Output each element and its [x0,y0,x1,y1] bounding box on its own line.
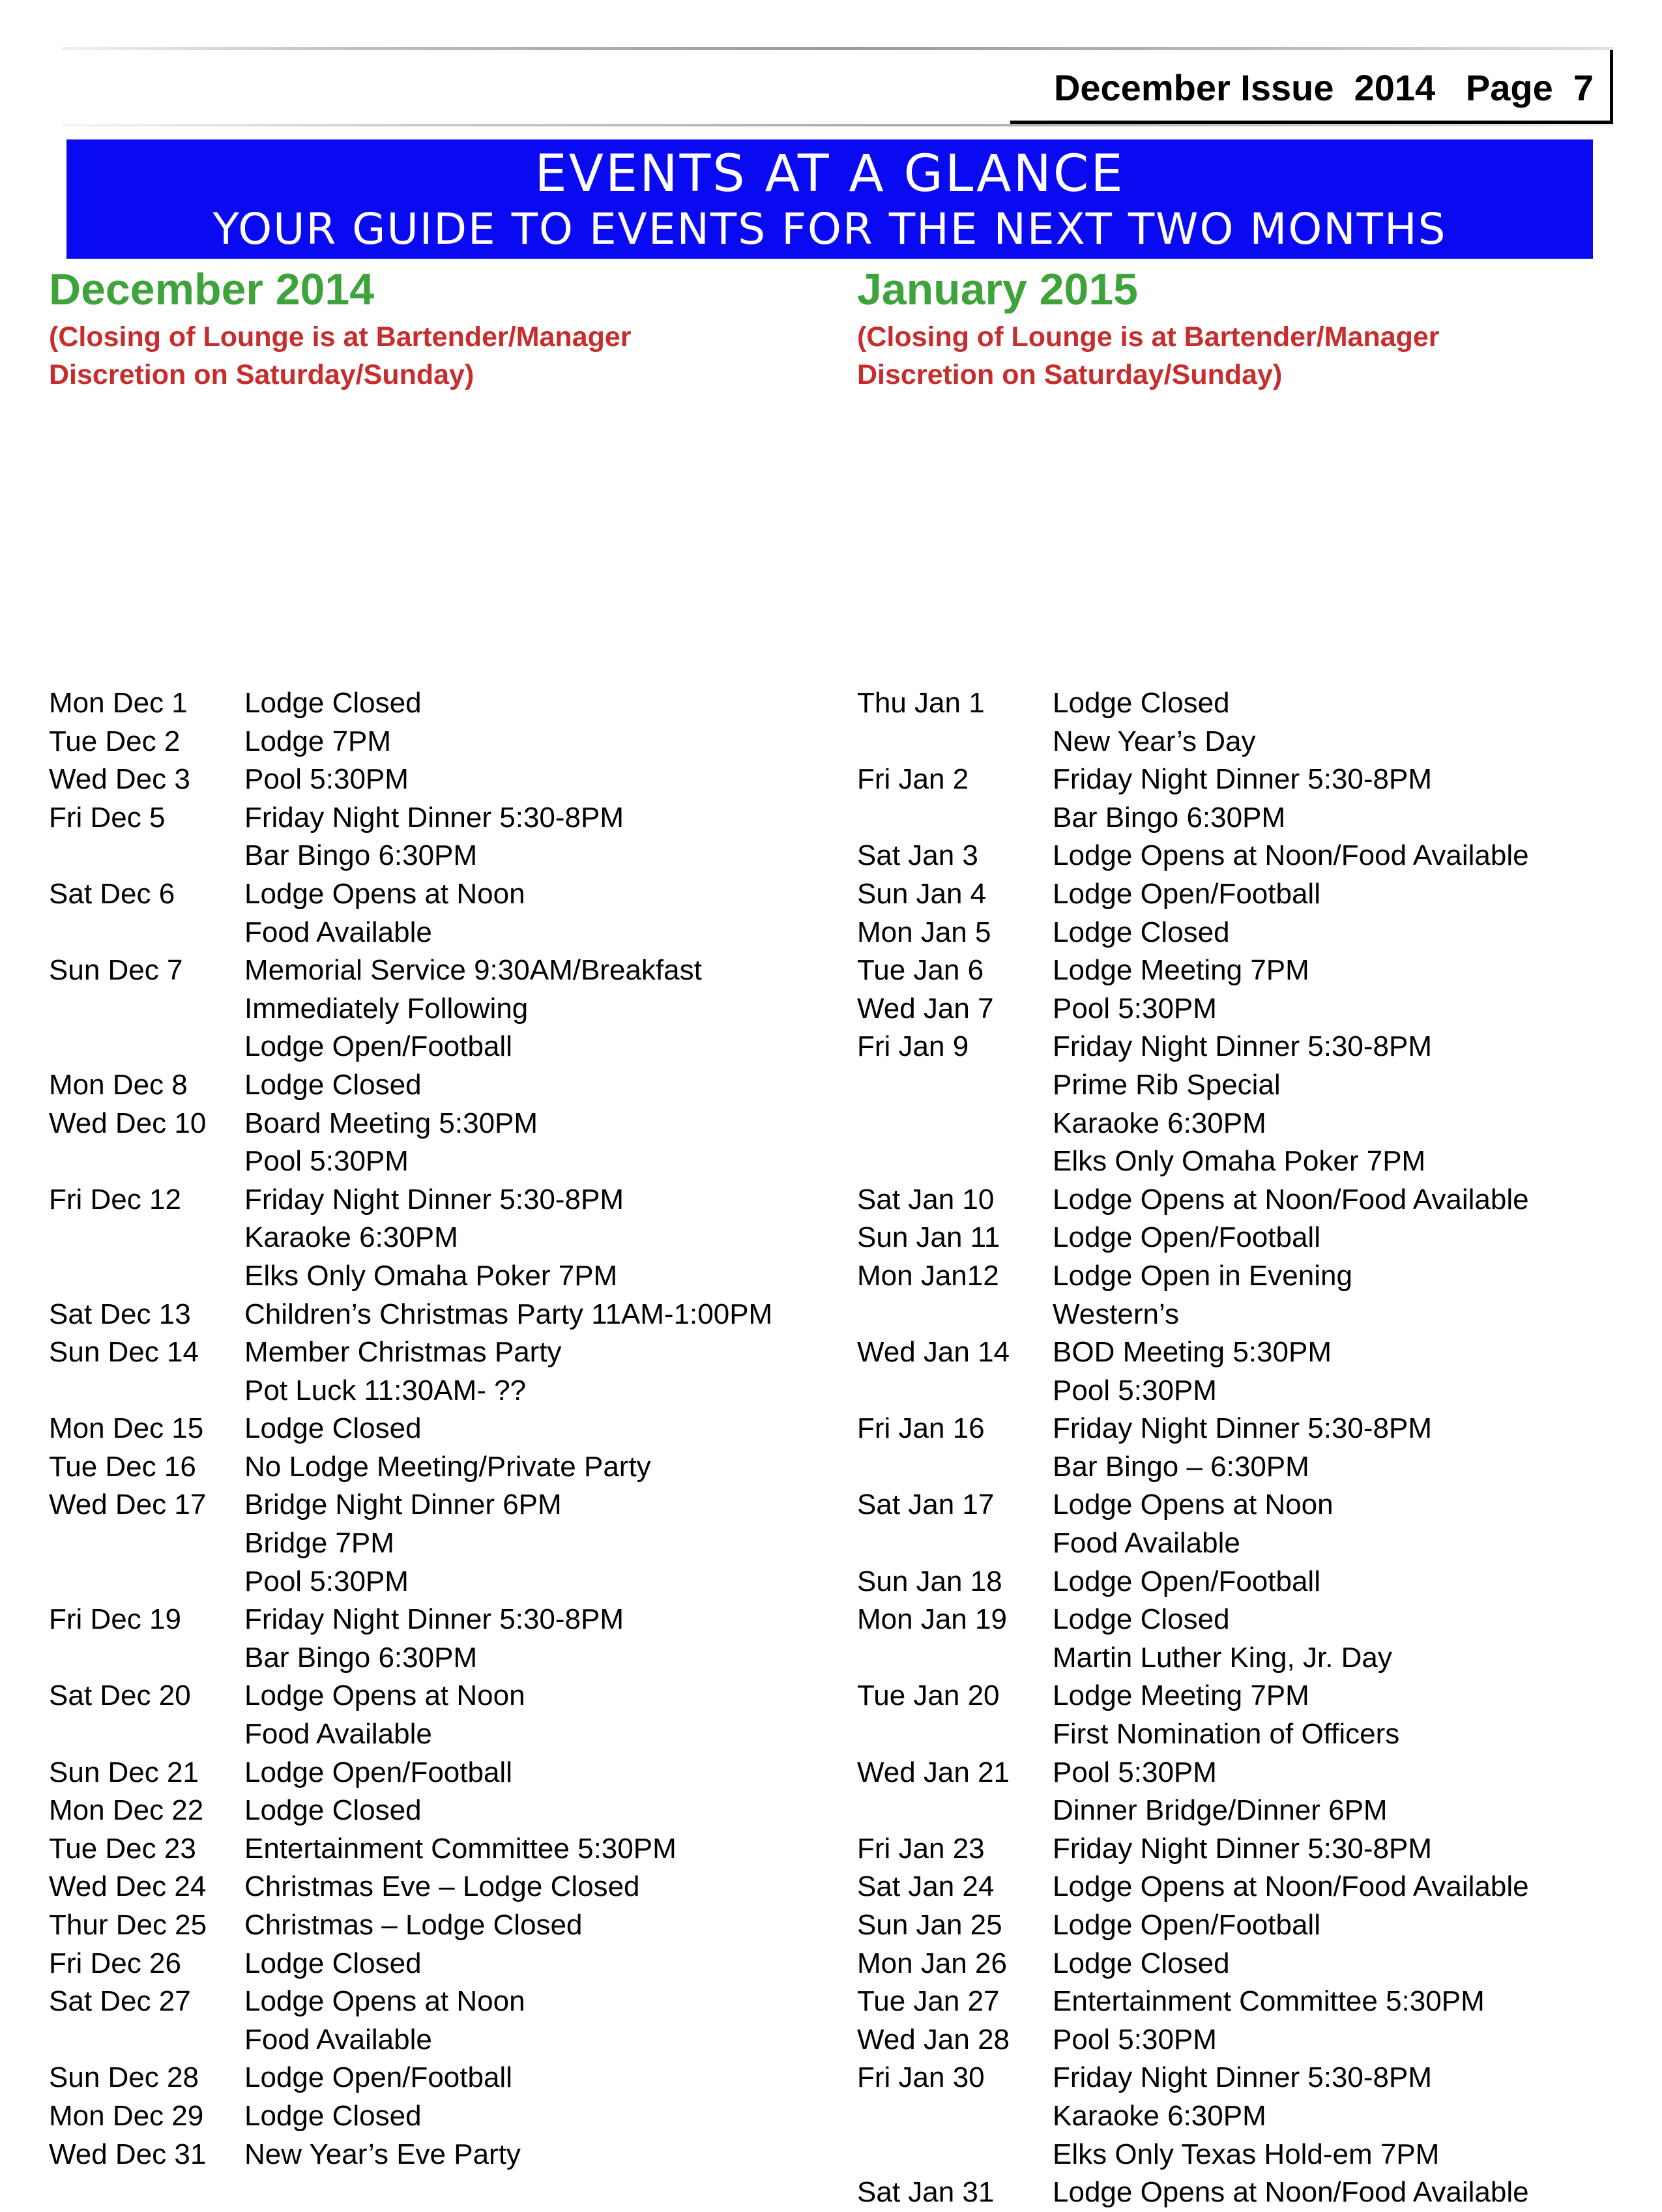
event-description: Elks Only Omaha Poker 7PM [244,1259,618,1292]
event-description: Lodge Opens at Noon/Food Available [1053,2176,1529,2209]
event-row [49,1333,772,1372]
event-row [857,1715,1529,1754]
event-row [857,1066,1529,1105]
event-description: Lodge Open/Football [1053,1221,1320,1254]
event-date: Sun Dec 14 [49,1336,199,1369]
header-rule-bottom [62,124,1613,126]
event-row [857,2059,1529,2097]
event-row [857,1639,1529,1678]
event-description: Lodge Opens at Noon [244,1680,525,1712]
event-date: Tue Jan 20 [857,1680,1000,1712]
event-row [857,1754,1529,1792]
event-date: Sun Dec 28 [49,2061,199,2094]
event-date: Sun Dec 7 [49,954,183,987]
event-description: Lodge Closed [1053,687,1230,719]
event-row [857,1983,1529,2021]
event-date: Sat Dec 6 [49,877,175,910]
event-row [857,1524,1529,1563]
event-description: Friday Night Dinner 5:30-8PM [1053,763,1433,796]
event-date: Wed Dec 17 [49,1489,207,1521]
event-description: Karaoke 6:30PM [1053,2099,1266,2132]
event-date: Fri Jan 9 [857,1030,969,1063]
event-date [49,1715,244,1754]
event-date: Wed Dec 3 [49,763,190,796]
january-event-list [857,684,1529,2212]
event-row [49,1563,772,1601]
event-description: Lodge Closed [1053,1603,1230,1636]
event-row [49,914,772,952]
december-event-list [49,684,772,2174]
event-date: Mon Jan12 [857,1259,999,1292]
event-description: Lodge Open/Football [1053,1909,1320,1941]
events-banner [66,139,1593,259]
january-column [857,261,1626,2209]
event-description: Children’s Christmas Party 11AM-1:00PM [244,1298,773,1330]
event-description: No Lodge Meeting/Private Party [244,1450,651,1483]
event-row [49,1715,772,1754]
event-row [49,723,772,761]
event-row [49,1639,772,1678]
event-description: Pool 5:30PM [1053,992,1217,1025]
event-date: Wed Dec 31 [49,2138,207,2170]
event-date: Mon Jan 19 [857,1603,1007,1636]
event-description: Christmas Eve – Lodge Closed [244,1870,640,1903]
event-description: Entertainment Committee 5:30PM [1053,1985,1485,2018]
event-description: Lodge Closed [1053,1947,1230,1979]
event-date: Tue Jan 27 [857,1985,1000,2018]
event-row [857,1601,1529,1639]
event-description: Dinner Bridge/Dinner 6PM [1053,1794,1388,1827]
event-description: Western’s [1053,1298,1180,1330]
event-row [49,1296,772,1334]
event-date: Sun Dec 21 [49,1756,199,1788]
note-line-2: Discretion on Saturday/Sunday) [857,359,1283,390]
event-date: Fri Dec 5 [49,801,166,834]
event-date [857,723,1053,761]
event-row [49,1601,772,1639]
event-date [49,1142,244,1181]
event-date [49,1028,244,1066]
event-description: Friday Night Dinner 5:30-8PM [1053,2061,1433,2094]
event-description: Lodge Opens at Noon [244,877,525,910]
banner-title: EVENTS AT A GLANCE [534,145,1125,203]
event-date [857,1372,1053,1410]
event-date [857,799,1053,837]
event-description: Lodge Closed [244,1068,422,1101]
event-row [49,1219,772,1257]
event-date: Wed Dec 10 [49,1107,207,1139]
event-row [857,799,1529,837]
month-heading-january: January 2015 [857,265,1138,314]
event-date: Sun Jan 25 [857,1909,1002,1941]
event-description: Pool 5:30PM [244,1145,409,1178]
event-description: Pool 5:30PM [1053,1374,1217,1406]
issue-header: December Issue 2014 Page 7 [1053,67,1594,108]
event-date [857,1524,1053,1563]
event-row [49,1754,772,1792]
event-date: Tue Dec 2 [49,725,181,757]
event-row [857,875,1529,914]
event-description: Friday Night Dinner 5:30-8PM [244,1603,624,1636]
event-row [49,1372,772,1410]
event-description: Martin Luther King, Jr. Day [1053,1641,1392,1674]
event-row [49,1945,772,1983]
event-description: Lodge 7PM [244,725,392,757]
event-description: Friday Night Dinner 5:30-8PM [244,801,624,834]
note-line-1: (Closing of Lounge is at Bartender/Manager [857,321,1440,353]
event-row [49,875,772,914]
event-row [857,1868,1529,1906]
event-row [857,1448,1529,1487]
event-row [857,761,1529,799]
event-date [857,1715,1053,1754]
event-description: First Nomination of Officers [1053,1718,1400,1751]
event-row [49,1868,772,1906]
event-description: Pool 5:30PM [1053,2023,1217,2056]
event-description: Bridge 7PM [244,1527,394,1560]
event-description: Immediately Following [244,992,529,1025]
event-row [857,1142,1529,1181]
event-description: Bar Bingo – 6:30PM [1053,1450,1309,1483]
event-date [49,2021,244,2059]
event-description: Bridge Night Dinner 6PM [244,1489,562,1521]
event-row [49,1906,772,1945]
december-column [49,261,818,2170]
event-row [49,1448,772,1487]
event-row [49,1677,772,1715]
event-date: Tue Dec 23 [49,1832,196,1865]
event-description: Friday Night Dinner 5:30-8PM [1053,1030,1433,1063]
event-row [49,2097,772,2136]
event-description: Lodge Closed [244,1794,422,1827]
event-row [49,990,772,1028]
event-date [857,1792,1053,1830]
event-row [857,1296,1529,1334]
event-description: Elks Only Texas Hold-em 7PM [1053,2138,1440,2170]
event-row [857,2021,1529,2059]
event-row [49,1410,772,1448]
event-description: Bar Bingo 6:30PM [244,1641,478,1674]
event-date [49,1639,244,1678]
event-date: Wed Jan 7 [857,992,994,1025]
event-row [857,990,1529,1028]
event-row [857,1410,1529,1448]
event-description: Lodge Meeting 7PM [1053,954,1309,987]
event-date [857,1448,1053,1487]
event-description: Friday Night Dinner 5:30-8PM [1053,1412,1433,1445]
event-description: Prime Rib Special [1053,1068,1281,1101]
event-description: Entertainment Committee 5:30PM [244,1832,677,1865]
event-date [857,1066,1053,1105]
event-description: Elks Only Omaha Poker 7PM [1053,1145,1426,1178]
event-row [857,1945,1529,1983]
event-description: Bar Bingo 6:30PM [1053,801,1286,834]
event-date [857,2136,1053,2174]
event-description: Lodge Closed [244,2099,422,2132]
event-date: Wed Jan 14 [857,1336,1010,1369]
event-date: Wed Jan 28 [857,2023,1010,2056]
event-row [49,1830,772,1869]
event-row [857,1792,1529,1830]
event-date: Thur Dec 25 [49,1909,207,1941]
event-date: Tue Jan 6 [857,954,984,987]
event-description: Friday Night Dinner 5:30-8PM [1053,1832,1433,1865]
event-description: Pool 5:30PM [244,1565,409,1597]
event-description: BOD Meeting 5:30PM [1053,1336,1332,1369]
event-description: Pot Luck 11:30AM- ?? [244,1374,527,1406]
event-row [49,2136,772,2174]
event-description: Friday Night Dinner 5:30-8PM [244,1183,624,1215]
event-description: Board Meeting 5:30PM [244,1107,538,1139]
event-description: Lodge Opens at Noon/Food Available [1053,1870,1529,1903]
event-description: Pool 5:30PM [1053,1756,1217,1788]
event-date: Wed Jan 21 [857,1756,1010,1788]
event-date: Thu Jan 1 [857,687,985,719]
event-date: Sun Jan 4 [857,877,987,910]
event-description: Lodge Open/Football [244,1030,512,1063]
event-row [49,1257,772,1296]
event-row [49,1066,772,1105]
event-description: Food Available [1053,1527,1240,1560]
event-row [857,723,1529,761]
event-description: New Year’s Eve Party [244,2138,521,2170]
event-date: Mon Dec 8 [49,1068,188,1101]
event-row [857,1830,1529,1869]
event-description: Lodge Opens at Noon/Food Available [1053,839,1529,872]
event-description: Karaoke 6:30PM [244,1221,458,1254]
event-description: Lodge Open in Evening [1053,1259,1352,1292]
event-date: Sat Jan 10 [857,1183,995,1215]
event-date: Sun Jan 18 [857,1565,1002,1597]
event-row [49,761,772,799]
event-description: Pool 5:30PM [244,763,409,796]
event-description: Lodge Open/Football [244,1756,512,1788]
event-date [857,1142,1053,1181]
event-description: Bar Bingo 6:30PM [244,839,478,872]
event-description: Lodge Closed [244,687,422,719]
event-date: Fri Jan 2 [857,763,969,796]
event-row [857,1257,1529,1296]
note-line-2: Discretion on Saturday/Sunday) [49,359,474,390]
event-row [49,799,772,837]
event-date [857,2097,1053,2136]
event-row [857,914,1529,952]
event-description: Lodge Open/Football [1053,877,1320,910]
event-date: Sat Dec 27 [49,1985,191,2018]
event-row [49,1792,772,1830]
event-date: Fri Jan 30 [857,2061,985,2094]
event-description: Lodge Opens at Noon [1053,1489,1334,1521]
event-date: Mon Dec 15 [49,1412,204,1445]
event-row [49,1983,772,2021]
event-date [857,1296,1053,1334]
note-line-1: (Closing of Lounge is at Bartender/Manager [49,321,632,353]
event-date [49,1372,244,1410]
event-date [49,1219,244,1257]
event-row [857,1563,1529,1601]
event-description: Food Available [244,916,432,948]
event-description: Memorial Service 9:30AM/Breakfast [244,954,702,987]
event-description: New Year’s Day [1053,725,1256,757]
event-description: Lodge Open/Football [1053,1565,1320,1597]
lounge-note-january [857,318,1626,394]
event-row [857,1906,1529,1945]
event-date: Fri Jan 23 [857,1832,985,1865]
event-date: Fri Dec 19 [49,1603,181,1636]
event-date: Wed Dec 24 [49,1870,207,1903]
event-date: Fri Jan 16 [857,1412,985,1445]
event-row [857,2136,1529,2174]
event-row [857,1677,1529,1715]
event-row [49,837,772,875]
event-row [857,837,1529,875]
event-date [49,1563,244,1601]
event-description: Lodge Closed [244,1947,422,1979]
event-date: Mon Dec 29 [49,2099,204,2132]
event-row [857,1219,1529,1257]
event-row [857,2097,1529,2136]
event-row [49,1142,772,1181]
event-date [49,990,244,1028]
event-date [49,837,244,875]
lounge-note-december [49,318,818,394]
event-description: Lodge Opens at Noon [244,1985,525,2018]
event-date: Sun Jan 11 [857,1221,1000,1254]
event-row [49,1181,772,1219]
event-date: Sat Jan 31 [857,2176,995,2209]
event-date: Sat Jan 17 [857,1489,995,1521]
event-date: Sat Jan 24 [857,1870,995,1903]
event-row [857,1486,1529,1524]
event-row [49,1105,772,1143]
event-date [49,914,244,952]
event-description: Lodge Closed [1053,916,1230,948]
event-row [857,1028,1529,1066]
event-date [49,1257,244,1296]
event-row [49,2059,772,2097]
event-description: Christmas – Lodge Closed [244,1909,583,1941]
event-description: Lodge Closed [244,1412,422,1445]
event-row [857,1372,1529,1410]
event-row [49,952,772,990]
month-heading-december: December 2014 [49,265,375,314]
event-row [857,2174,1529,2212]
banner-subtitle: YOUR GUIDE TO EVENTS FOR THE NEXT TWO MONTHS [212,204,1447,254]
event-date [857,1639,1053,1678]
event-date: Sat Dec 13 [49,1298,191,1330]
event-description: Food Available [244,2023,432,2056]
event-row [49,1486,772,1524]
event-date: Mon Jan 5 [857,916,991,948]
event-description: Karaoke 6:30PM [1053,1107,1266,1139]
event-row [857,1181,1529,1219]
event-description: Food Available [244,1718,432,1751]
event-date [857,1105,1053,1143]
event-description: Lodge Open/Football [244,2061,512,2094]
event-row [857,1333,1529,1372]
event-row [49,684,772,723]
event-date: Fri Dec 12 [49,1183,181,1215]
event-description: Lodge Opens at Noon/Food Available [1053,1183,1529,1215]
event-description: Member Christmas Party [244,1336,562,1369]
event-date: Sat Jan 3 [857,839,978,872]
event-row [49,2021,772,2059]
event-date: Mon Dec 1 [49,687,188,719]
event-row [857,1105,1529,1143]
event-date [49,1524,244,1563]
event-date: Sat Dec 20 [49,1680,191,1712]
event-description: Lodge Meeting 7PM [1053,1680,1309,1712]
event-row [49,1524,772,1563]
event-date: Tue Dec 16 [49,1450,196,1483]
event-row [857,952,1529,990]
event-date: Mon Dec 22 [49,1794,204,1827]
event-date: Fri Dec 26 [49,1947,181,1979]
event-row [49,1028,772,1066]
event-date: Mon Jan 26 [857,1947,1007,1979]
event-row [857,684,1529,723]
